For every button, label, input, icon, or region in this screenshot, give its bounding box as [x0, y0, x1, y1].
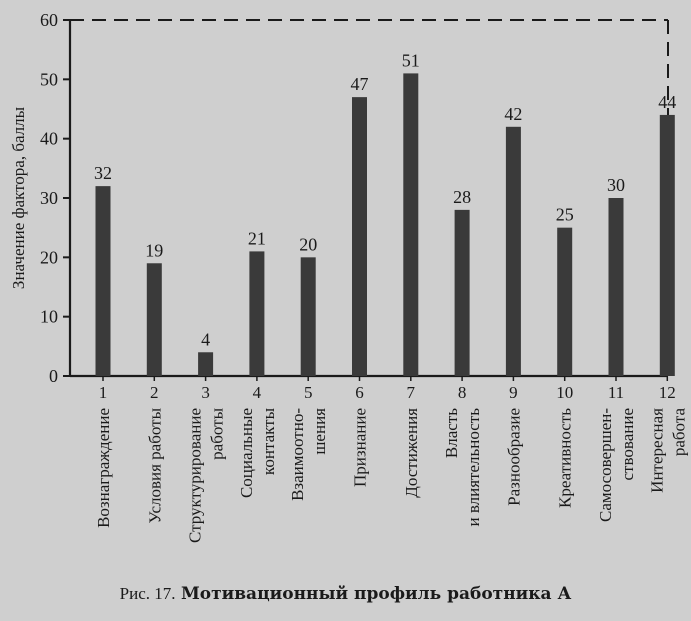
x-tick-label: 4 — [252, 383, 262, 402]
y-tick-label: 0 — [49, 366, 58, 386]
x-tick-label: 5 — [303, 383, 313, 402]
bar — [660, 115, 675, 376]
category-label: Интересная — [647, 408, 667, 493]
category-label: Креативность — [555, 408, 575, 508]
y-tick-label: 50 — [40, 69, 58, 90]
x-tick-label: 3 — [201, 383, 210, 402]
bar-value-label: 47 — [350, 74, 369, 95]
category-label: Взаимоотно- — [288, 408, 308, 501]
bar — [455, 210, 470, 376]
y-tick-label: 10 — [40, 306, 58, 327]
bar-value-label: 20 — [299, 234, 318, 255]
bar — [557, 228, 572, 376]
bar — [403, 73, 418, 376]
category-label: Условия работы — [145, 408, 165, 524]
bar — [609, 198, 624, 376]
category-label: контакты — [258, 408, 278, 476]
x-tick-label: 7 — [406, 383, 416, 402]
category-label: Разнообразие — [504, 408, 524, 506]
figure-title: Мотивационный профиль работника А — [180, 584, 572, 604]
x-tick-label: 6 — [355, 383, 364, 402]
y-tick-label: 30 — [40, 188, 58, 208]
x-tick-label: 10 — [556, 383, 574, 402]
y-tick-label: 20 — [40, 247, 58, 268]
category-label: Вознаграждение — [94, 408, 113, 528]
bar-value-label: 19 — [145, 240, 164, 261]
bar-value-label: 4 — [201, 329, 211, 350]
bar — [249, 251, 264, 376]
category-label: и влиятельность — [464, 408, 484, 527]
category-label: работа — [669, 408, 689, 457]
category-label: Власть — [442, 408, 462, 459]
y-tick-label: 40 — [40, 128, 58, 149]
figure-caption — [0, 584, 691, 604]
bar — [352, 97, 367, 376]
category-label: ствование — [618, 408, 637, 481]
x-tick-label: 1 — [98, 383, 108, 402]
bar — [506, 127, 521, 376]
bar — [198, 352, 213, 376]
bar-value-label: 44 — [658, 91, 677, 112]
bar-value-label: 25 — [555, 204, 574, 225]
x-tick-label: 9 — [509, 383, 518, 402]
x-tick-label: 11 — [607, 383, 625, 402]
category-label: работы — [207, 408, 227, 460]
bar — [147, 263, 162, 376]
figure-label: Рис. 17. — [119, 584, 176, 603]
x-tick-label: 12 — [658, 383, 676, 402]
x-tick-label: 2 — [150, 383, 159, 402]
category-label: Самосовершен- — [596, 408, 615, 522]
bar-value-label: 51 — [401, 50, 420, 71]
bar — [301, 257, 316, 376]
category-label: Структурирование — [185, 408, 205, 543]
bar — [96, 186, 111, 376]
bar-value-label: 30 — [607, 175, 625, 195]
category-label: Достижения — [401, 408, 421, 498]
category-label: шения — [310, 408, 330, 455]
category-label: Признание — [350, 408, 370, 487]
bar-value-label: 21 — [247, 228, 266, 249]
y-axis-title: Значение фактора, баллы — [9, 106, 28, 290]
bar-value-label: 28 — [453, 186, 472, 207]
bar-value-label: 42 — [504, 103, 523, 124]
y-tick-label: 60 — [40, 10, 58, 30]
category-label: Социальные — [236, 408, 256, 499]
x-tick-label: 8 — [457, 383, 467, 402]
bar-value-label: 32 — [94, 163, 112, 184]
